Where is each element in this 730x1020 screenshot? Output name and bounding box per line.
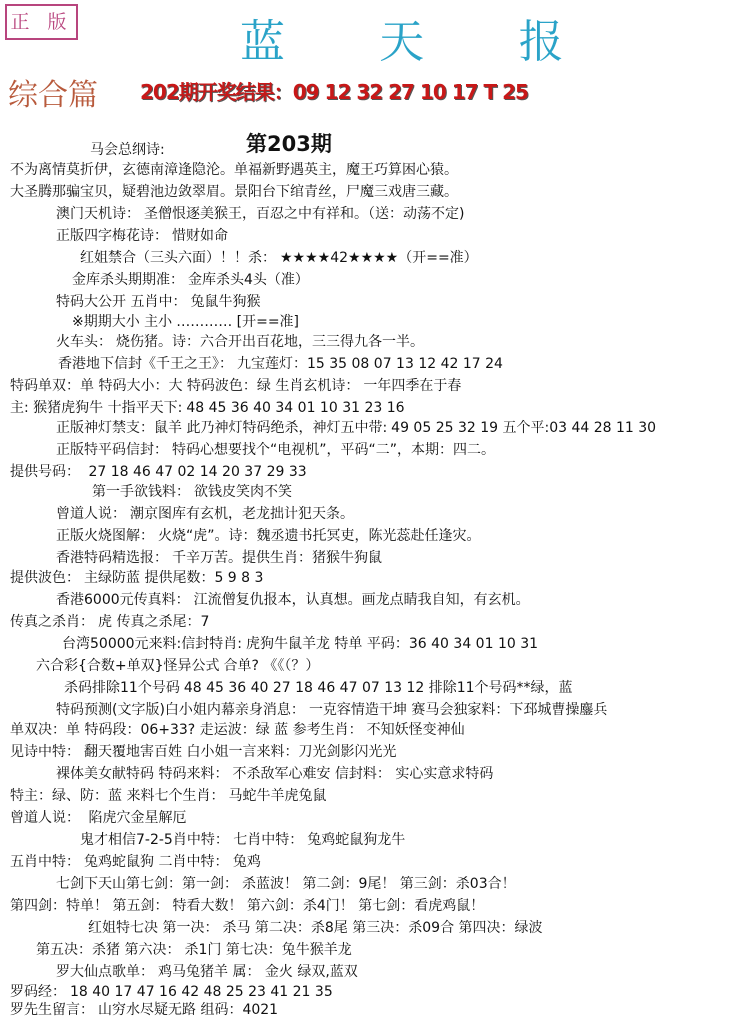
issue-number: 第203期 bbox=[246, 132, 332, 156]
line-value: 兔鼠牛狗猴 bbox=[190, 294, 261, 310]
line-label: 金库杀头期期准： bbox=[72, 272, 184, 288]
line-value: 兔鸡蛇鼠狗龙牛 bbox=[307, 832, 406, 848]
line-value: 48 45 36 40 34 01 10 31 23 16 bbox=[186, 400, 405, 416]
line-value: 不知妖怪变神仙 bbox=[366, 722, 465, 738]
line-value: 杀1门 第七决：兔牛猴羊龙 bbox=[184, 942, 352, 958]
line-value: 48 45 36 40 27 18 46 47 07 13 12 排除11个号码**绿，蓝 bbox=[183, 680, 573, 696]
line-value: 潮京图库有玄机，老龙拙计犯天条。 bbox=[130, 506, 354, 522]
line-value: 金库杀头4头（准） bbox=[188, 272, 309, 288]
content-line bbox=[56, 226, 228, 246]
content-line bbox=[56, 590, 530, 610]
content-line bbox=[10, 568, 263, 588]
line-label: 六合彩{合数+单双}怪异公式 bbox=[36, 658, 220, 674]
line-label: 杀码排除11个号码 bbox=[64, 680, 180, 696]
line-label: 鬼才相信7-2-5肖中特： 七肖中特： bbox=[80, 832, 304, 848]
line-value: 一克容情造干坤 赛马会独家料：下邳城曹操鏖兵 bbox=[308, 702, 608, 718]
content-line bbox=[10, 1000, 278, 1020]
line-label: 红姐特七决 第一决： bbox=[88, 920, 219, 936]
content-line bbox=[56, 440, 495, 460]
line-value: 不杀敌军心难安 信封料： 实心实意求特码 bbox=[232, 766, 494, 782]
line-label: 特主：绿、防：蓝 来料七个生肖： bbox=[10, 788, 225, 804]
draw-result: 202期开奖结果：09 12 32 27 10 17 T 25 bbox=[140, 80, 528, 104]
page-title: 蓝 天 报 bbox=[240, 15, 604, 68]
content-line bbox=[72, 270, 309, 290]
line-label: 正版四字梅花诗： bbox=[56, 228, 168, 244]
line-label: 罗码经： bbox=[10, 984, 66, 1000]
content-line bbox=[56, 418, 656, 438]
content-line bbox=[10, 612, 209, 632]
line-label: 七剑下天山第七剑：第一剑： bbox=[56, 876, 238, 892]
content-line bbox=[56, 764, 493, 784]
line-value: ………… [开==准] bbox=[176, 314, 300, 330]
line-label: 曾道人说： bbox=[10, 810, 80, 826]
content-line bbox=[56, 548, 382, 568]
line-value: 火烧“虎”。诗：魏丞遗书托冥吏，陈光蕊赴任逢灾。 bbox=[158, 528, 481, 544]
line-value: 圣僧恨逐美猴王，百忍之中有祥和。（送：动荡不定) bbox=[144, 206, 465, 222]
line-value: ★★★★42★★★★（开==准） bbox=[280, 250, 478, 266]
content-line bbox=[10, 160, 458, 180]
content-line bbox=[90, 140, 165, 160]
line-label: 火车头： bbox=[56, 334, 112, 350]
content-line bbox=[56, 874, 516, 894]
content-line bbox=[56, 700, 607, 720]
content-line bbox=[10, 808, 186, 828]
line-label: 五肖中特： bbox=[10, 854, 80, 870]
line-label: 红姐禁合（三头六面）！！杀： bbox=[80, 250, 276, 266]
line-label: 香港特码精选报： bbox=[56, 550, 168, 566]
content-line bbox=[56, 504, 354, 524]
line-value: 烧伤猪。诗：六合开出百花地，三三得九各一半。 bbox=[116, 334, 424, 350]
line-label: 特码预测(文字版)白小姐内幕亲身消息： bbox=[56, 702, 305, 718]
line-value: 惜财如命 bbox=[172, 228, 228, 244]
content-line bbox=[58, 354, 503, 374]
line-label: 特码大公开 五肖中： bbox=[56, 294, 187, 310]
content-line bbox=[10, 462, 307, 482]
line-value: 合单? 《《（？） bbox=[223, 658, 320, 674]
content-line bbox=[10, 852, 261, 872]
line-label: 罗先生留言： bbox=[10, 1002, 94, 1018]
content-line bbox=[80, 830, 405, 850]
line-value: 一年四季在于春 bbox=[363, 378, 462, 394]
content-line bbox=[56, 962, 358, 982]
line-label: 正版火烧图解： bbox=[56, 528, 154, 544]
content-line bbox=[10, 982, 333, 1002]
line-label: 见诗中特： bbox=[10, 744, 80, 760]
content-line bbox=[56, 204, 464, 224]
content-line bbox=[56, 332, 424, 352]
line-value: 欲钱皮笑肉不笑 bbox=[194, 484, 292, 500]
line-label: 马会总纲诗: bbox=[90, 142, 165, 158]
content-line bbox=[56, 526, 481, 546]
line-value: 特看大数！ 第六剑：杀4门！ 第七剑：看虎鸡鼠！ bbox=[172, 898, 485, 914]
content-line bbox=[10, 742, 396, 762]
line-value: 杀马 第二决：杀8尾 第三决：杀09合 第四决：绿波 bbox=[222, 920, 543, 936]
line-label: 澳门天机诗： bbox=[56, 206, 140, 222]
content-line bbox=[10, 376, 461, 396]
line-value: 千辛万苦。提供生肖：猪猴牛狗鼠 bbox=[172, 550, 382, 566]
line-label: 特码单双：单 特码大小：大 特码波色：绿 生肖玄机诗： bbox=[10, 378, 360, 394]
line-label: 第一手欲钱料： bbox=[92, 484, 190, 500]
line-value: 49 05 25 32 19 五个平:03 44 28 11 30 bbox=[391, 420, 657, 436]
line-label: 主: 猴猪虎狗牛 十指平天下: bbox=[10, 400, 183, 416]
content-line bbox=[36, 940, 352, 960]
content-line bbox=[10, 182, 458, 202]
line-label: 罗大仙点歌单： bbox=[56, 964, 154, 980]
line-value: 兔鸡蛇鼠狗 二肖中特： 兔鸡 bbox=[84, 854, 261, 870]
line-label: 大圣腾那骗宝贝，疑碧池边敛翠眉。景阳台下绾青丝，尸魔三戏唐三藏。 bbox=[10, 184, 458, 200]
line-value: 鸡马兔猪羊 属： 金火 绿双,蓝双 bbox=[158, 964, 358, 980]
line-label: 香港地下信封《千王之王》： bbox=[58, 356, 233, 372]
line-value: 杀蓝波！ 第二剑：9尾！ 第三剑：杀03合！ bbox=[242, 876, 516, 892]
official-badge: 正 版 bbox=[5, 4, 78, 40]
line-label: 提供号码： bbox=[10, 464, 80, 480]
line-value: 山穷水尽疑无路 组码：4021 bbox=[98, 1002, 279, 1018]
line-label: 第五决：杀猪 第六决： bbox=[36, 942, 181, 958]
line-label: 台湾50000元来料:信封特肖: bbox=[62, 636, 242, 652]
content-line bbox=[10, 896, 484, 916]
line-label: 正版特平码信封： bbox=[56, 442, 168, 458]
line-value: 特码心想要找个“电视机”，平码“二”，本期：四二。 bbox=[172, 442, 496, 458]
content-line bbox=[72, 312, 299, 332]
line-value: 翻天覆地害百姓 白小姐一言来料：刀光剑影闪光光 bbox=[84, 744, 397, 760]
content-line bbox=[10, 720, 465, 740]
content-line bbox=[80, 248, 478, 268]
content-line bbox=[92, 482, 292, 502]
content-line bbox=[62, 634, 538, 654]
content-line bbox=[10, 786, 326, 806]
content-line bbox=[36, 656, 319, 676]
line-value: 18 40 17 47 16 42 48 25 23 41 21 35 bbox=[70, 984, 333, 1000]
line-value: 九宝莲灯：15 35 08 07 13 12 42 17 24 bbox=[237, 356, 503, 372]
line-label: 裸体美女献特码 特码来料： bbox=[56, 766, 229, 782]
line-value: 虎 传真之杀尾：7 bbox=[98, 614, 210, 630]
line-label: 香港6000元传真料： bbox=[56, 592, 190, 608]
line-value: 陷虎穴金星解厄 bbox=[84, 810, 187, 826]
line-label: 第四剑：特单！ 第五剑： bbox=[10, 898, 169, 914]
section-heading: 综合篇 bbox=[8, 78, 98, 113]
line-value: 主绿防蓝 提供尾数：5 9 8 3 bbox=[84, 570, 264, 586]
line-label: 单双决：单 特码段：06+33? 走运波：绿 蓝 参考生肖： bbox=[10, 722, 363, 738]
line-label: 正版神灯禁支：鼠羊 此乃神灯特码绝杀，神灯五中带: bbox=[56, 420, 388, 436]
line-label: 不为离情莫折伊，玄德南漳逢隐沦。单福新野遇英主，魔王巧算困心猿。 bbox=[10, 162, 458, 178]
line-value: 27 18 46 47 02 14 20 37 29 33 bbox=[84, 464, 307, 480]
line-label: 曾道人说： bbox=[56, 506, 126, 522]
line-label: 传真之杀肖： bbox=[10, 614, 94, 630]
content-line bbox=[10, 398, 405, 418]
content-line bbox=[88, 918, 543, 938]
content-line bbox=[64, 678, 573, 698]
line-value: 马蛇牛羊虎兔鼠 bbox=[228, 788, 327, 804]
content-line bbox=[56, 292, 260, 312]
line-label: ※期期大小 主小 bbox=[72, 314, 173, 330]
line-value: 虎狗牛鼠羊龙 特单 平码：36 40 34 01 10 31 bbox=[245, 636, 539, 652]
line-value: 江流僧复仇报本，认真想。画龙点睛我自知，有玄机。 bbox=[193, 592, 530, 608]
line-label: 提供波色： bbox=[10, 570, 80, 586]
